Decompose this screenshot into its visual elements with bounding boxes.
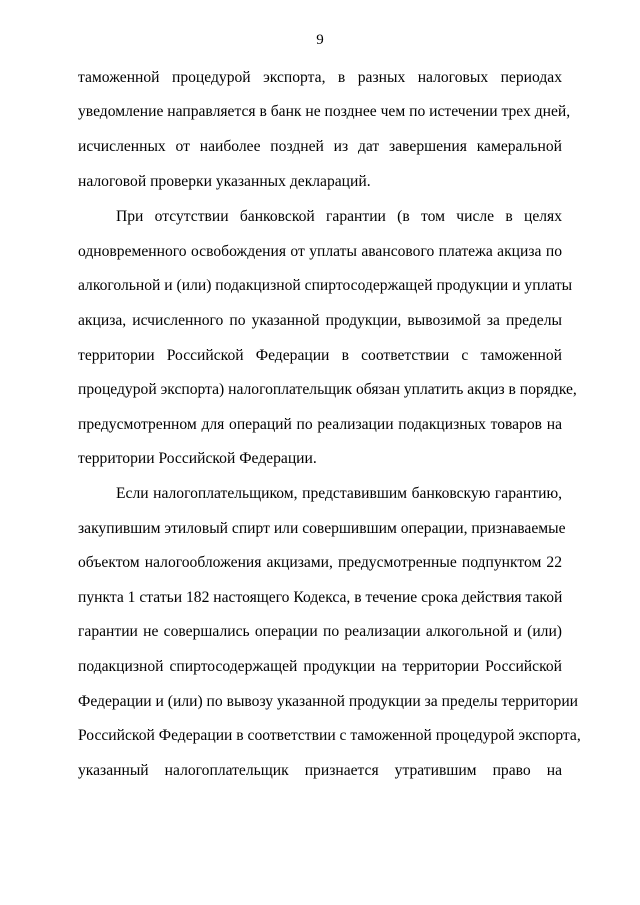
text-line: исчисленных от наиболее поздней из дат завершения камеральной	[78, 138, 562, 155]
text-line: Российской Федерации в соответствии с таможенной процедурой экспорта,	[78, 727, 581, 744]
text-line: Если налогоплательщиком, представившим банковскую гарантию,	[116, 485, 562, 502]
text-line: пункта 1 статьи 182 настоящего Кодекса, в течение срока действия такой	[78, 589, 563, 606]
text-line: налоговой проверки указанных деклараций.	[78, 173, 371, 190]
text-line: объектом налогообложения акцизами, предусмотренные подпунктом 22	[78, 554, 562, 571]
page-number: 9	[316, 32, 324, 48]
text-line: таможенной процедурой экспорта, в разных налоговых периодах	[78, 69, 562, 86]
text-line: одновременного освобождения от уплаты авансового платежа акциза по	[78, 243, 562, 260]
text-line: закупившим этиловый спирт или совершившим операции, признаваемые	[78, 520, 566, 537]
text-line: территории Российской Федерации в соответствии с таможенной	[78, 347, 562, 364]
text-line: гарантии не совершались операции по реализации алкогольной и (или)	[78, 623, 562, 640]
text-line: алкогольной и (или) подакцизной спиртосодержащей продукции и уплаты	[78, 277, 573, 294]
text-line: акциза, исчисленного по указанной продукции, вывозимой за пределы	[78, 312, 562, 329]
text-line: территории Российской Федерации.	[78, 450, 317, 467]
text-line: уведомление направляется в банк не позднее чем по истечении трех дней,	[78, 103, 571, 120]
text-line: указанный налогоплательщик признается утратившим право на	[78, 762, 562, 779]
text-line: процедурой экспорта) налогоплательщик обязан уплатить акциз в порядке,	[78, 381, 577, 398]
text-line: Федерации и (или) по вывозу указанной продукции за пределы территории	[78, 693, 579, 710]
text-line: При отсутствии банковской гарантии (в том числе в целях	[116, 208, 562, 225]
text-line: подакцизной спиртосодержащей продукции на территории Российской	[78, 658, 562, 675]
text-line: предусмотренном для операций по реализации подакцизных товаров на	[78, 416, 562, 433]
